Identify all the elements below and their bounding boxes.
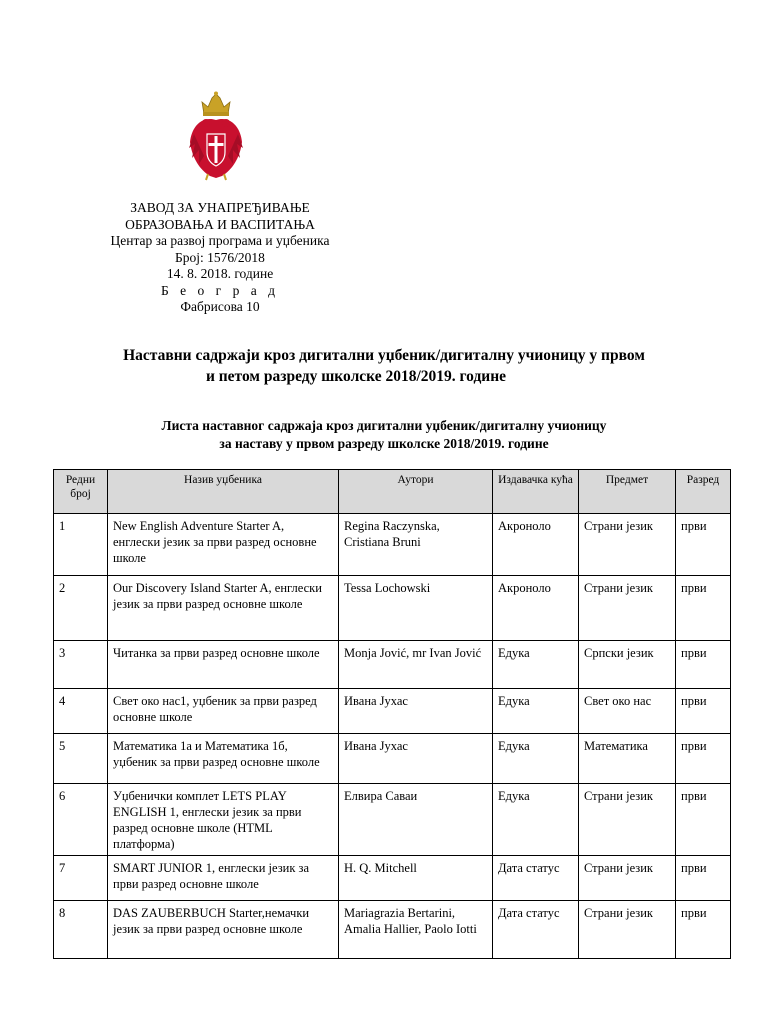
row-number: 5 [54, 734, 108, 784]
row-number: 8 [54, 901, 108, 959]
textbook-table [53, 469, 731, 959]
textbook-title: New English Adventure Starter A, енглески језик за први разред основне школе [108, 514, 339, 576]
publisher: Дата статус [493, 901, 579, 959]
authors: Regina Raczynska, Cristiana Bruni [339, 514, 493, 576]
institution-header [100, 200, 340, 316]
grade: први [676, 641, 731, 689]
subject: Страни језик [579, 784, 676, 856]
row-number: 2 [54, 576, 108, 641]
subject: Страни језик [579, 514, 676, 576]
row-number: 3 [54, 641, 108, 689]
grade: први [676, 734, 731, 784]
table-row [54, 784, 731, 856]
table-row [54, 856, 731, 901]
grade: први [676, 784, 731, 856]
textbook-title: Читанка за први разред основне школе [108, 641, 339, 689]
authors: Mariagrazia Bertarini, Amalia Hallier, Paolo Iotti [339, 901, 493, 959]
textbook-title: SMART JUNIOR 1, енглески језик за први разред основне школе [108, 856, 339, 901]
column-header-title: Назив уџбеника [108, 470, 339, 514]
document-date: 14. 8. 2018. године [166, 266, 274, 281]
column-header-number: Редни број [54, 470, 108, 514]
grade: први [676, 689, 731, 734]
address: Фабрисова 10 [180, 299, 260, 314]
publisher: Акроноло [493, 514, 579, 576]
textbook-title: Математика 1а и Математика 1б, уџбеник за први разред основне школе [108, 734, 339, 784]
subject: Страни језик [579, 576, 676, 641]
table-row [54, 689, 731, 734]
document-title [0, 345, 768, 387]
title-line1: Наставни садржаји кроз дигитални уџбеник/дигиталну учионицу у првом [123, 347, 645, 364]
authors: Ивана Јухас [339, 689, 493, 734]
row-number: 6 [54, 784, 108, 856]
column-header-grade: Разред [676, 470, 731, 514]
row-number: 7 [54, 856, 108, 901]
row-number: 4 [54, 689, 108, 734]
org-name-line2: ОБРАЗОВАЊА И ВАСПИТАЊА [125, 216, 315, 232]
org-name-line1: ЗАВОД ЗА УНАПРЕЂИВАЊЕ [130, 200, 310, 215]
textbook-title: Свет око нас1, уџбеник за први разред основне школе [108, 689, 339, 734]
grade: први [676, 901, 731, 959]
table-row [54, 734, 731, 784]
column-header-publisher: Издавачка кућа [493, 470, 579, 514]
serbian-coat-of-arms-icon [186, 90, 246, 182]
subtitle-line2: за наставу у првом разреду школске 2018/2019. године [219, 436, 549, 451]
subject: Српски језик [579, 641, 676, 689]
city: Б е о г р а д [161, 282, 279, 298]
publisher: Акроноло [493, 576, 579, 641]
publisher: Дата статус [493, 856, 579, 901]
grade: први [676, 576, 731, 641]
document-number: Број: 1576/2018 [175, 249, 265, 265]
column-header-authors: Аутори [339, 470, 493, 514]
table-row [54, 641, 731, 689]
authors: Ивана Јухас [339, 734, 493, 784]
authors: Елвира Саваи [339, 784, 493, 856]
authors: H. Q. Mitchell [339, 856, 493, 901]
subject: Свет око нас [579, 689, 676, 734]
textbook-title: DAS ZAUBERBUCH Starter,немачки језик за први разред основне школе [108, 901, 339, 959]
table-row [54, 901, 731, 959]
authors: Tessa Lochowski [339, 576, 493, 641]
textbook-title: Уџбенички комплет LETS PLAY ENGLISH 1, енглески језик за први разред основне школе (HTML платформа) [108, 784, 339, 856]
column-header-subject: Предмет [579, 470, 676, 514]
table-header-row [54, 470, 731, 514]
subject: Страни језик [579, 901, 676, 959]
table-row [54, 514, 731, 576]
authors: Monja Jović, mr Ivan Jović [339, 641, 493, 689]
title-line2: и петом разреду школске 2018/2019. године [205, 368, 507, 385]
table-row [54, 576, 731, 641]
subject: Математика [579, 734, 676, 784]
grade: први [676, 514, 731, 576]
textbook-title: Our Discovery Island Starter A, енглески језик за први разред основне школе [108, 576, 339, 641]
subtitle-line1: Листа наставног садржаја кроз дигитални уџбеник/дигиталну учионицу [161, 418, 607, 433]
list-subtitle [0, 417, 768, 453]
row-number: 1 [54, 514, 108, 576]
publisher: Едука [493, 641, 579, 689]
grade: први [676, 856, 731, 901]
org-department: Центар за развој програма и уџбеника [110, 233, 330, 248]
publisher: Едука [493, 784, 579, 856]
publisher: Едука [493, 689, 579, 734]
publisher: Едука [493, 734, 579, 784]
subject: Страни језик [579, 856, 676, 901]
